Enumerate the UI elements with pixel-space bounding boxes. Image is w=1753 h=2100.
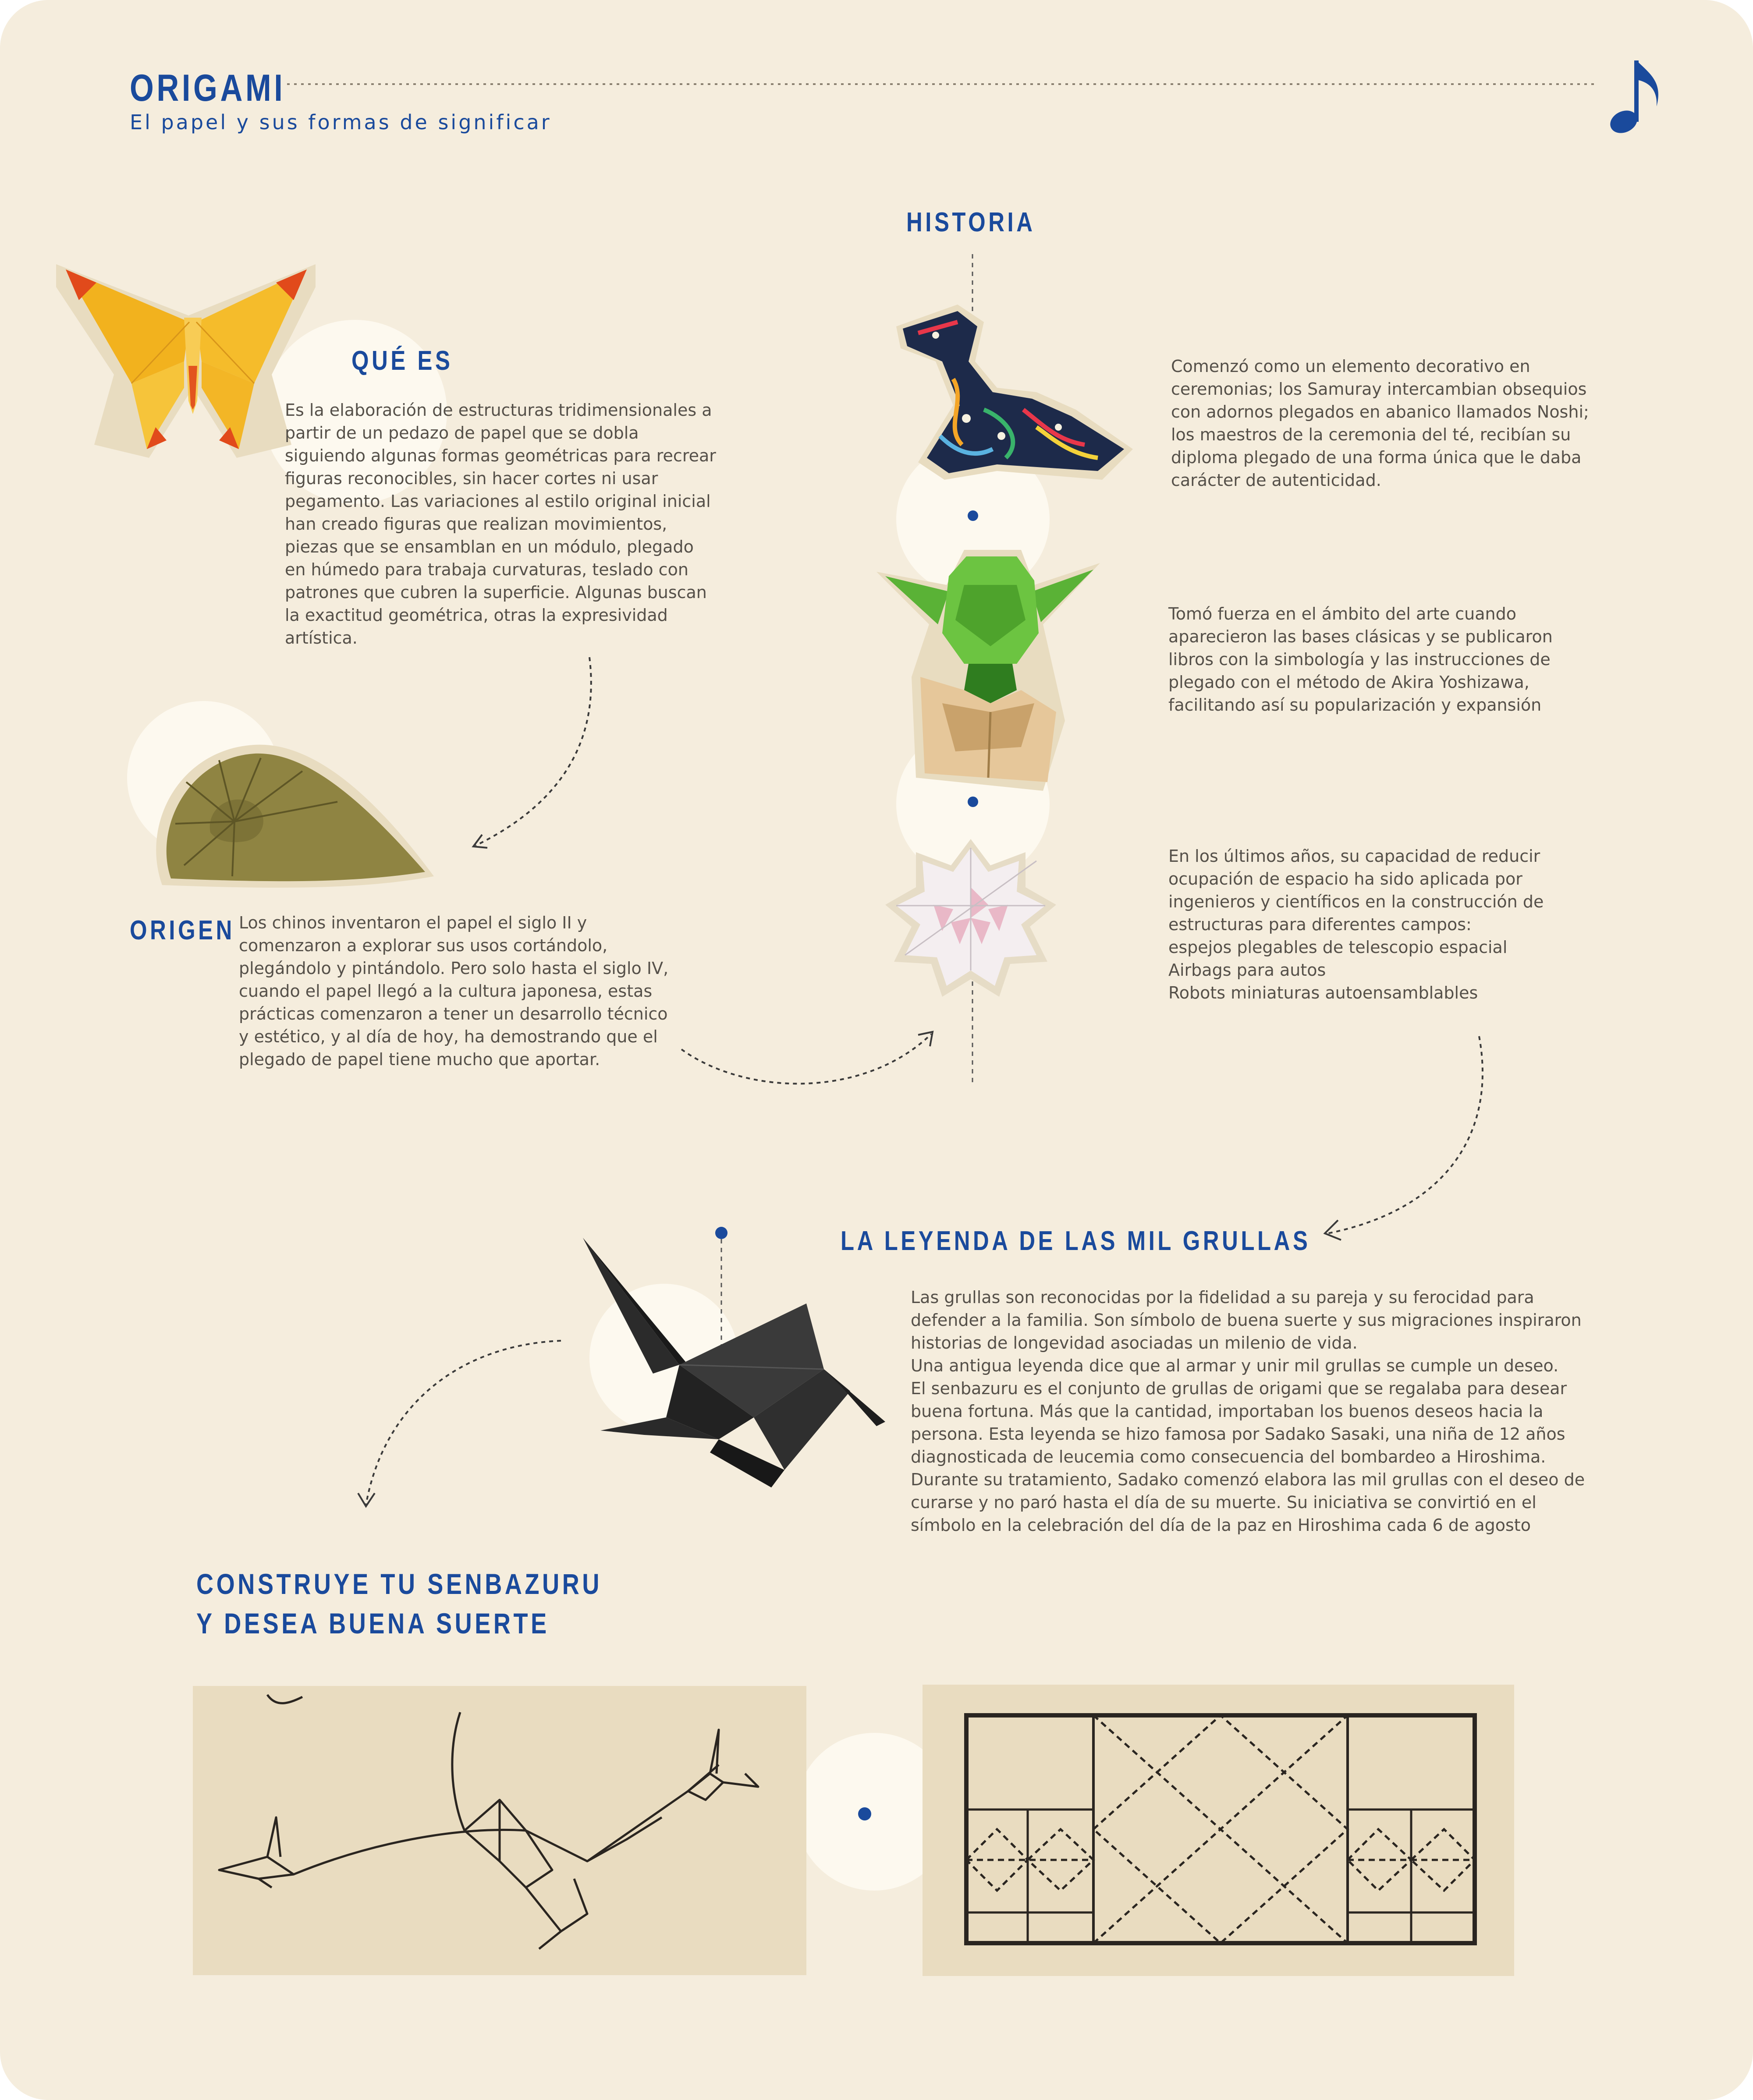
yoda-origami-illustration: [876, 545, 1104, 791]
page-title: ORIGAMI: [130, 67, 286, 109]
dashed-arrow-curve: [1317, 1034, 1492, 1244]
nautilus-shell-origami-illustration: [145, 740, 451, 903]
leyenda-text: [911, 1286, 1594, 1537]
header-dotted-rule: [287, 82, 1602, 87]
historia-item-3-bullet: Robots miniaturas autoensamblables: [1168, 983, 1478, 1002]
music-note-icon: [1606, 56, 1663, 139]
historia-item-3: [1168, 845, 1611, 1004]
origen-heading: ORIGEN: [130, 915, 235, 946]
leyenda-paragraph: Las grullas son reconocidas por la fidelidad a su pareja y su ferocidad para defender a la familia. Son símbolo de buena suerte y sus migraciones inspiraron historias de longevidad asociadas un milenio de vida.: [911, 1288, 1582, 1353]
origen-text: Los chinos inventaron el papel el siglo II y comenzaron a explorar sus usos cortándolo, plegándolo y pintándolo. Pero solo hasta el siglo IV, cuando el papel llegó a la cultura japonesa, estas prácticas comenzaron a tener un desarrollo técnico y estético, y al día de hoy, ha demostrando que el plegado de papel tiene mucho que aportar.: [239, 913, 669, 1069]
dashed-arrow-curve: [353, 1336, 563, 1512]
timeline-dot: [968, 797, 978, 807]
historia-heading: HISTORIA: [906, 207, 1036, 237]
construye-heading-line-1: CONSTRUYE TU SENBAZURU: [196, 1568, 603, 1600]
construye-heading-line-2: Y DESEA BUENA SUERTE: [196, 1607, 550, 1640]
construye-heading: [196, 1564, 602, 1643]
senbazuru-cranes-sketch: [193, 1686, 806, 1975]
historia-item-3-intro: En los últimos años, su capacidad de reducir ocupación de espacio ha sido aplicada por ingenieros y científicos en la construcción de estructuras para diferentes campos:: [1168, 846, 1544, 934]
que-es-text: Es la elaboración de estructuras tridimensionales a partir de un pedazo de papel que se dobla siguiendo algunas formas geométricas para recrear figuras reconocibles, sin hacer cortes ni usar pegamento. Las variaciones al estilo original inicial han creado figuras que realizan movimientos, piezas que se ensamblan en un módulo, plegado en húmedo para trabaja curvaturas, teslado con patrones que cubren la superficie. Algunas buscan la exactitud geométrica, otras la expresividad artística.: [285, 400, 716, 648]
page-subtitle: El papel y sus formas de significar: [130, 110, 552, 134]
leyenda-paragraph: Una antigua leyenda dice que al armar y unir mil grullas se cumple un deseo.: [911, 1356, 1559, 1375]
leyenda-paragraph: El senbazuru es el conjunto de grullas de origami que se regalaba para desear buena fortuna. Más que la cantidad, importaban los buenos deseos hacia la persona. Esta leyenda se hizo famosa por Sadako Sasaki, una niña de 12 años diagnosticada de leucemia como consecuencia del bombardeo a Hiroshima. Durante su tratamiento, Sadako comenzó elabora las mil grullas con el deseo de curarse y no paró hasta el día de su muerte. Su iniciativa se convirtió en el símbolo en la celebración del día de la paz en Hiroshima cada 6 de agosto: [911, 1379, 1585, 1535]
historia-item-3-bullet: Airbags para autos: [1168, 960, 1326, 980]
timeline-dot: [968, 510, 978, 521]
dashed-arrow-curve: [465, 653, 596, 854]
black-crane-origami-illustration: [578, 1233, 894, 1496]
modular-star-origami-illustration: [885, 839, 1056, 1001]
historia-item-2-text: Tomó fuerza en el ámbito del arte cuando aparecieron las bases clásicas y se publicaron libros con la simbología y las instrucciones de plegado con el método de Akira Yoshizawa, facilitando así su popularización y expansión: [1168, 604, 1553, 715]
que-es-heading: QUÉ ES: [351, 346, 453, 376]
leyenda-heading: LA LEYENDA DE LAS MIL GRULLAS: [841, 1226, 1311, 1256]
historia-item-3-bullet: espejos plegables de telescopio espacial: [1168, 938, 1508, 957]
dashed-arrow-curve: [679, 1025, 942, 1100]
historia-item-1-text: Comenzó como un elemento decorativo en ceremonias; los Samuray intercambian obsequios con adornos plegados en abanico llamados Noshi; los maestros de la ceremonia del té, recibían su diploma plegado de una forma única que le daba carácter de autenticidad.: [1171, 357, 1589, 490]
dragon-origami-illustration: [892, 296, 1137, 489]
folding-diagram-sketch: [923, 1685, 1514, 1976]
center-dot: [858, 1807, 871, 1820]
